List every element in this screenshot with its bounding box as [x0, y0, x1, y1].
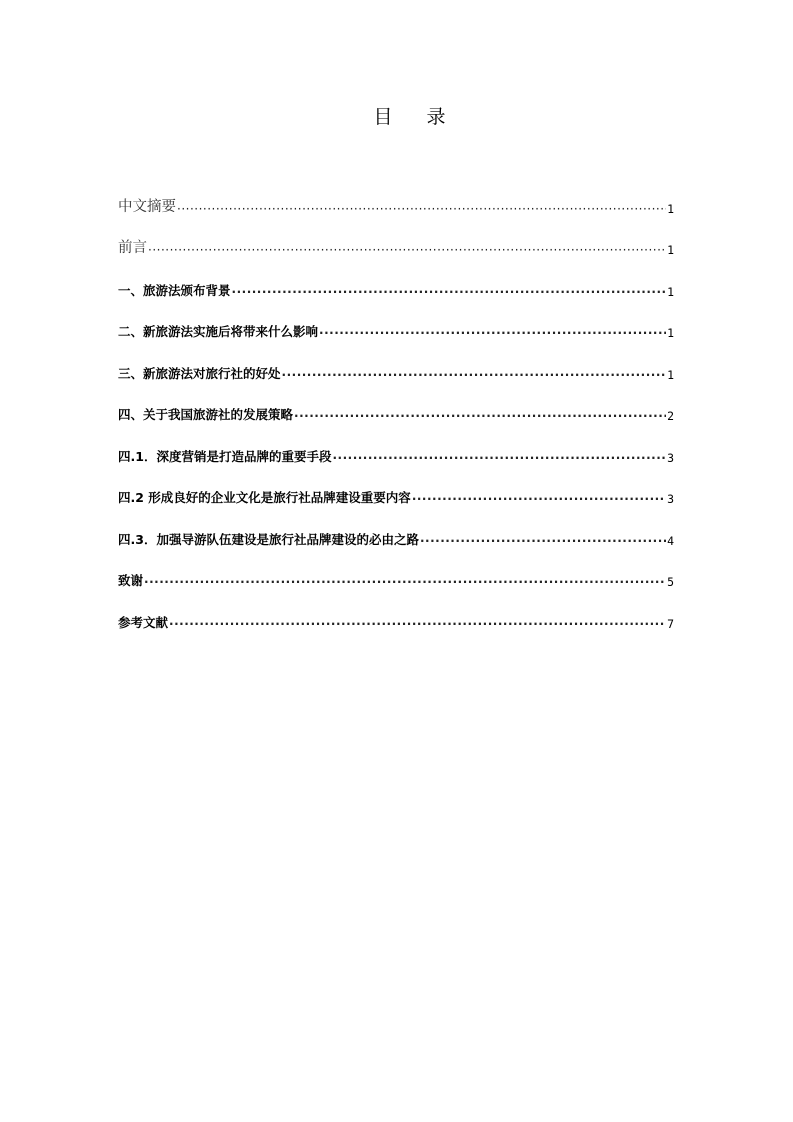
toc-leader-dots: [412, 492, 666, 506]
toc-entry-label: 四、关于我国旅游社的发展策略: [118, 407, 294, 422]
toc-entry-page: 1: [667, 326, 674, 340]
toc-entry-label: 参考文献: [118, 614, 169, 630]
toc-entry[interactable]: [118, 518, 674, 560]
toc-leader-dots: [169, 617, 666, 631]
toc-entry[interactable]: [118, 186, 674, 228]
toc-entry[interactable]: [118, 228, 674, 270]
toc-entry-page: 1: [667, 243, 674, 257]
page-title: 目 录: [373, 106, 460, 128]
toc-leader-dots: [282, 368, 667, 382]
toc-leader-dots: [294, 409, 666, 423]
toc-entry-page: 3: [667, 450, 674, 465]
toc-leader-dots: [319, 326, 666, 340]
toc-entry-page: 1: [667, 284, 674, 299]
toc-leader-dots: [420, 534, 666, 548]
table-of-contents: [118, 186, 674, 643]
toc-entry-label: 四.1．深度营销是打造品牌的重要手段: [118, 448, 332, 464]
toc-leader-dots: [144, 575, 666, 589]
toc-entry-page: 2: [667, 409, 674, 423]
toc-leader-dots: [232, 285, 667, 299]
toc-entry-label: 一、旅游法颁布背景: [118, 282, 231, 298]
toc-entry-page: 1: [667, 367, 674, 382]
toc-entry-page: 1: [667, 201, 674, 216]
toc-entry-label: 致谢: [118, 573, 144, 588]
toc-entry-label: 中文摘要: [118, 198, 176, 215]
toc-entry-label: 四.2 形成良好的企业文化是旅行社品牌建设重要内容: [118, 490, 411, 505]
toc-entry[interactable]: [118, 311, 674, 353]
toc-entry[interactable]: [118, 601, 674, 643]
toc-entry[interactable]: [118, 269, 674, 311]
toc-entry[interactable]: [118, 394, 674, 436]
toc-entry-page: 3: [667, 492, 674, 506]
toc-entry[interactable]: [118, 352, 674, 394]
toc-entry[interactable]: [118, 435, 674, 477]
toc-entry-page: 7: [667, 616, 674, 631]
toc-entry-label: 四.3．加强导游队伍建设是旅行社品牌建设的必由之路: [118, 531, 419, 547]
toc-leader-dots: [332, 451, 666, 465]
toc-entry-page: 4: [667, 533, 674, 548]
toc-entry[interactable]: [118, 560, 674, 602]
toc-entry[interactable]: [118, 477, 674, 519]
toc-leader-dots: [177, 202, 666, 216]
toc-entry-page: 5: [667, 575, 674, 589]
toc-leader-dots: [148, 243, 666, 257]
toc-entry-label: 三、新旅游法对旅行社的好处: [118, 365, 281, 381]
toc-entry-label: 前言: [118, 240, 147, 256]
toc-entry-label: 二、新旅游法实施后将带来什么影响: [118, 324, 319, 339]
